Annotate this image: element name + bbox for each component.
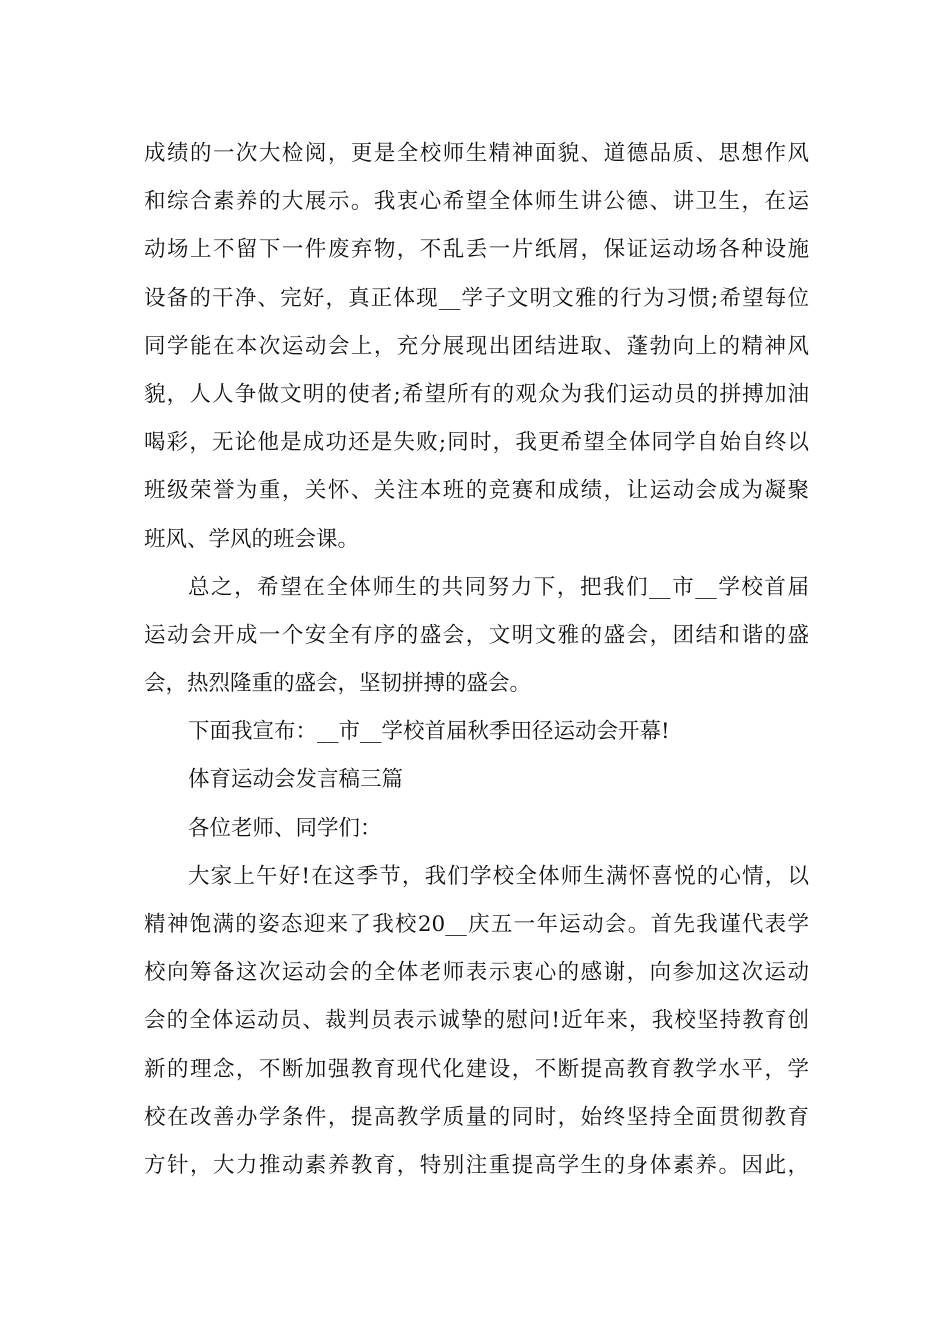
text-line: 大家上午好!在这季节，我们学校全体师生满怀喜悦的心情，以 bbox=[188, 863, 809, 889]
text-line: 同学能在本次运动会上，充分展现出团结进取、蓬勃向上的精神风 bbox=[144, 333, 809, 359]
text-line: 貌，人人争做文明的使者;希望所有的观众为我们运动员的拼搏加油 bbox=[144, 381, 809, 407]
text-line: 体育运动会发言稿三篇 bbox=[188, 767, 404, 793]
document-body bbox=[144, 130, 809, 1190]
text-line: 会的全体运动员、裁判员表示诚挚的慰问!近年来，我校坚持教育创 bbox=[144, 1008, 809, 1034]
text-line: 喝彩，无论他是成功还是失败;同时，我更希望全体同学自始自终以 bbox=[144, 430, 809, 456]
text-line: 下面我宣布：__市__学校首届秋季田径运动会开幕! bbox=[188, 719, 670, 745]
text-line: 动场上不留下一件废弃物，不乱丢一片纸屑，保证运动场各种设施 bbox=[144, 237, 809, 263]
text-line: 精神饱满的姿态迎来了我校20__庆五一年运动会。首先我谨代表学 bbox=[144, 912, 809, 937]
text-line: 总之，希望在全体师生的共同努力下，把我们__市__学校首届 bbox=[188, 574, 809, 600]
text-line: 设备的干净、完好，真正体现__学子文明文雅的行为习惯;希望每位 bbox=[144, 285, 809, 311]
text-line: 校在改善办学条件，提高教学质量的同时，始终坚持全面贯彻教育 bbox=[144, 1104, 809, 1130]
text-line: 校向筹备这次运动会的全体老师表示衷心的感谢，向参加这次运动 bbox=[144, 960, 809, 986]
text-line: 各位老师、同学们： bbox=[188, 815, 382, 841]
text-line: 班级荣誉为重，关怀、关注本班的竞赛和成绩，让运动会成为凝聚 bbox=[144, 478, 809, 504]
text-line: 和综合素养的大展示。我衷心希望全体师生讲公德、讲卫生，在运 bbox=[144, 189, 809, 215]
text-line: 班风、学风的班会课。 bbox=[144, 526, 360, 552]
text-line: 运动会开成一个安全有序的盛会，文明文雅的盛会，团结和谐的盛 bbox=[144, 622, 809, 648]
text-line: 方针，大力推动素养教育，特别注重提高学生的身体素养。因此， bbox=[144, 1152, 809, 1178]
text-line: 会，热烈隆重的盛会，坚韧拼搏的盛会。 bbox=[144, 671, 532, 697]
text-line: 成绩的一次大检阅，更是全校师生精神面貌、道德品质、思想作风 bbox=[144, 141, 809, 166]
text-line: 新的理念，不断加强教育现代化建设，不断提高教育教学水平，学 bbox=[144, 1056, 809, 1082]
